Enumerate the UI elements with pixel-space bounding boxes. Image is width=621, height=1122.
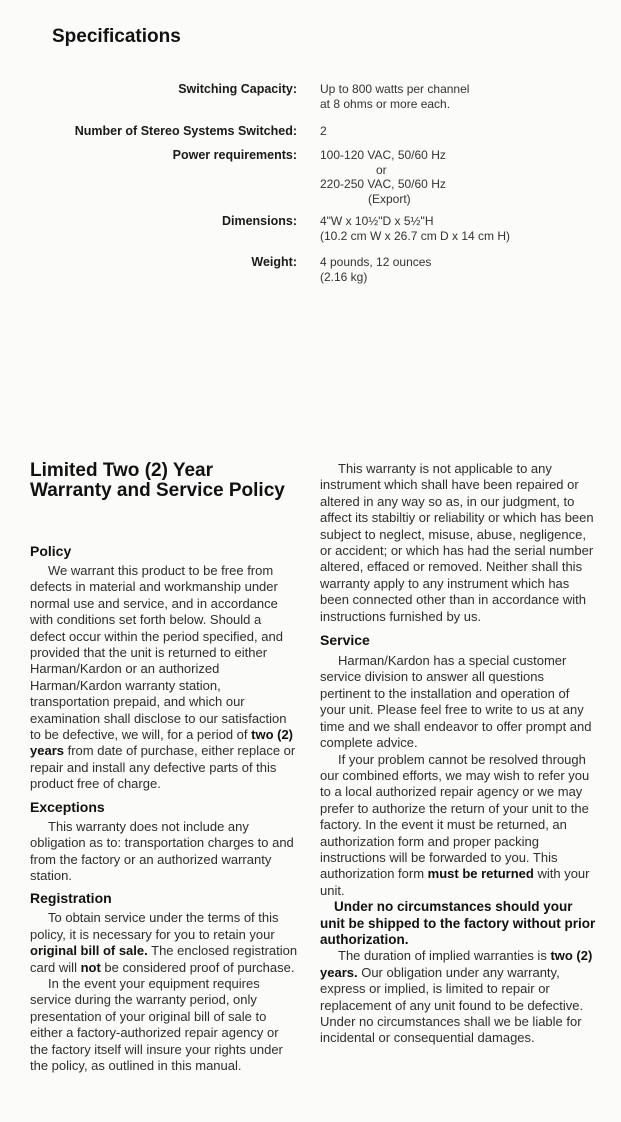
- spec-value: (10.2 cm W x 26.7 cm D x 14 cm H): [320, 228, 511, 243]
- warranty-left-column: [30, 461, 300, 1074]
- spec-value: 100-120 VAC, 50/60 Hz: [320, 148, 446, 162]
- spec-row-weight: [0, 255, 621, 287]
- specifications-table: [0, 82, 621, 287]
- service-paragraph-2: If your problem cannot be resolved through our combined efforts, we may wish to refer you to a local authorized repair agency or we may prefer to authorize the return of your unit to the factory. In the event it must be returned, an authorization form and proper packing instructions will be forwarded to you. This authorization form must be returned with your unit.: [320, 751, 590, 898]
- exceptions-heading: Exceptions: [30, 798, 105, 815]
- registration-paragraph: To obtain service under the terms of this policy, it is necessary for you to retain your original bill of sale. The enclosed registration card will not be considered proof of purchase.: [30, 910, 298, 975]
- policy-paragraph: We warrant this product to be free from defects in material and workmanship under normal use and service, and in accordance with conditions set forth below. Should a defect occur within the period specified, and provided that the unit is returned to either Harman/Kardon or an authorized Harman/Kardon warranty station, transportation prepaid, and which our examination shall disclose to our satisfaction to be defective, we will, for a period of two (2) years from date of purchase, either replace or repair and install any defective parts of this product free of charge.: [30, 563, 296, 792]
- spec-label: Power requirements:: [172, 148, 297, 162]
- spec-row-power-requirements: [0, 148, 621, 214]
- service-paragraph: Harman/Kardon has a special customer service division to answer all questions pertinent to the installation and operation of your unit. Please feel free to write to us at any time and we shall endeavor to offer prompt and complete advice.: [320, 653, 592, 751]
- spec-row-systems-switched: [0, 124, 621, 148]
- service-heading: Service: [320, 632, 370, 649]
- warranty-title-line: Limited Two (2) Year: [30, 460, 214, 481]
- spec-value: 220-250 VAC, 50/60 Hz: [320, 177, 446, 191]
- spec-value: 4 pounds, 12 ounces: [320, 255, 432, 269]
- spec-label: Number of Stereo Systems Switched:: [74, 124, 297, 138]
- registration-paragraph-2: In the event your equipment requires service during the warranty period, only presentation of your original bill of sale to either a factory-authorized repair agency or the factory itself will insure your rights under the policy, as outlined in this manual.: [30, 975, 283, 1073]
- spec-value: (Export): [368, 191, 411, 206]
- implied-warranty-paragraph: The duration of implied warranties is two (2) years. Our obligation under any warranty, express or implied, is limited to repair or replacement of any unit found to be defective. Under no circumstances shall we be liable for incidental or consequential damages.: [320, 948, 593, 1046]
- spec-value: Up to 800 watts per channel: [320, 82, 470, 96]
- registration-heading: Registration: [30, 890, 112, 907]
- shipping-notice: Under no circumstances should your unit be shipped to the factory without prior authorization.: [320, 899, 596, 947]
- spec-row-dimensions: [0, 214, 621, 255]
- spec-value: (2.16 kg): [320, 269, 368, 284]
- warranty-title-line: Warranty and Service Policy: [30, 480, 285, 501]
- spec-value: 2: [320, 124, 327, 138]
- specifications-title: Specifications: [52, 26, 181, 47]
- warranty-title: [30, 461, 300, 501]
- exceptions-paragraph: This warranty does not include any obligation as to: transportation charges to and from the factory or an authorized warranty station.: [30, 818, 294, 883]
- applicability-paragraph: This warranty is not applicable to any instrument which shall have been repaired or altered in any way so as, in our judgment, to affect its stabiltiy or reliability or which has been subject to neglect, misuse, abuse, negligence, or accident; or which has had the serial number altered, effaced or removed. Neither shall this warranty apply to any instrument which has been connected other than in accordance with instructions furnished by us.: [320, 461, 594, 624]
- warranty-right-column: [320, 461, 596, 1047]
- spec-row-switching-capacity: [0, 82, 621, 124]
- spec-value: or: [376, 162, 387, 177]
- policy-heading: Policy: [30, 543, 72, 559]
- spec-label: Switching Capacity:: [178, 82, 297, 96]
- spec-value: at 8 ohms or more each.: [320, 96, 451, 111]
- spec-label: Weight:: [251, 255, 297, 269]
- spec-value: 4"W x 10½"D x 5½"H: [320, 214, 434, 228]
- spec-label: Dimensions:: [221, 214, 297, 228]
